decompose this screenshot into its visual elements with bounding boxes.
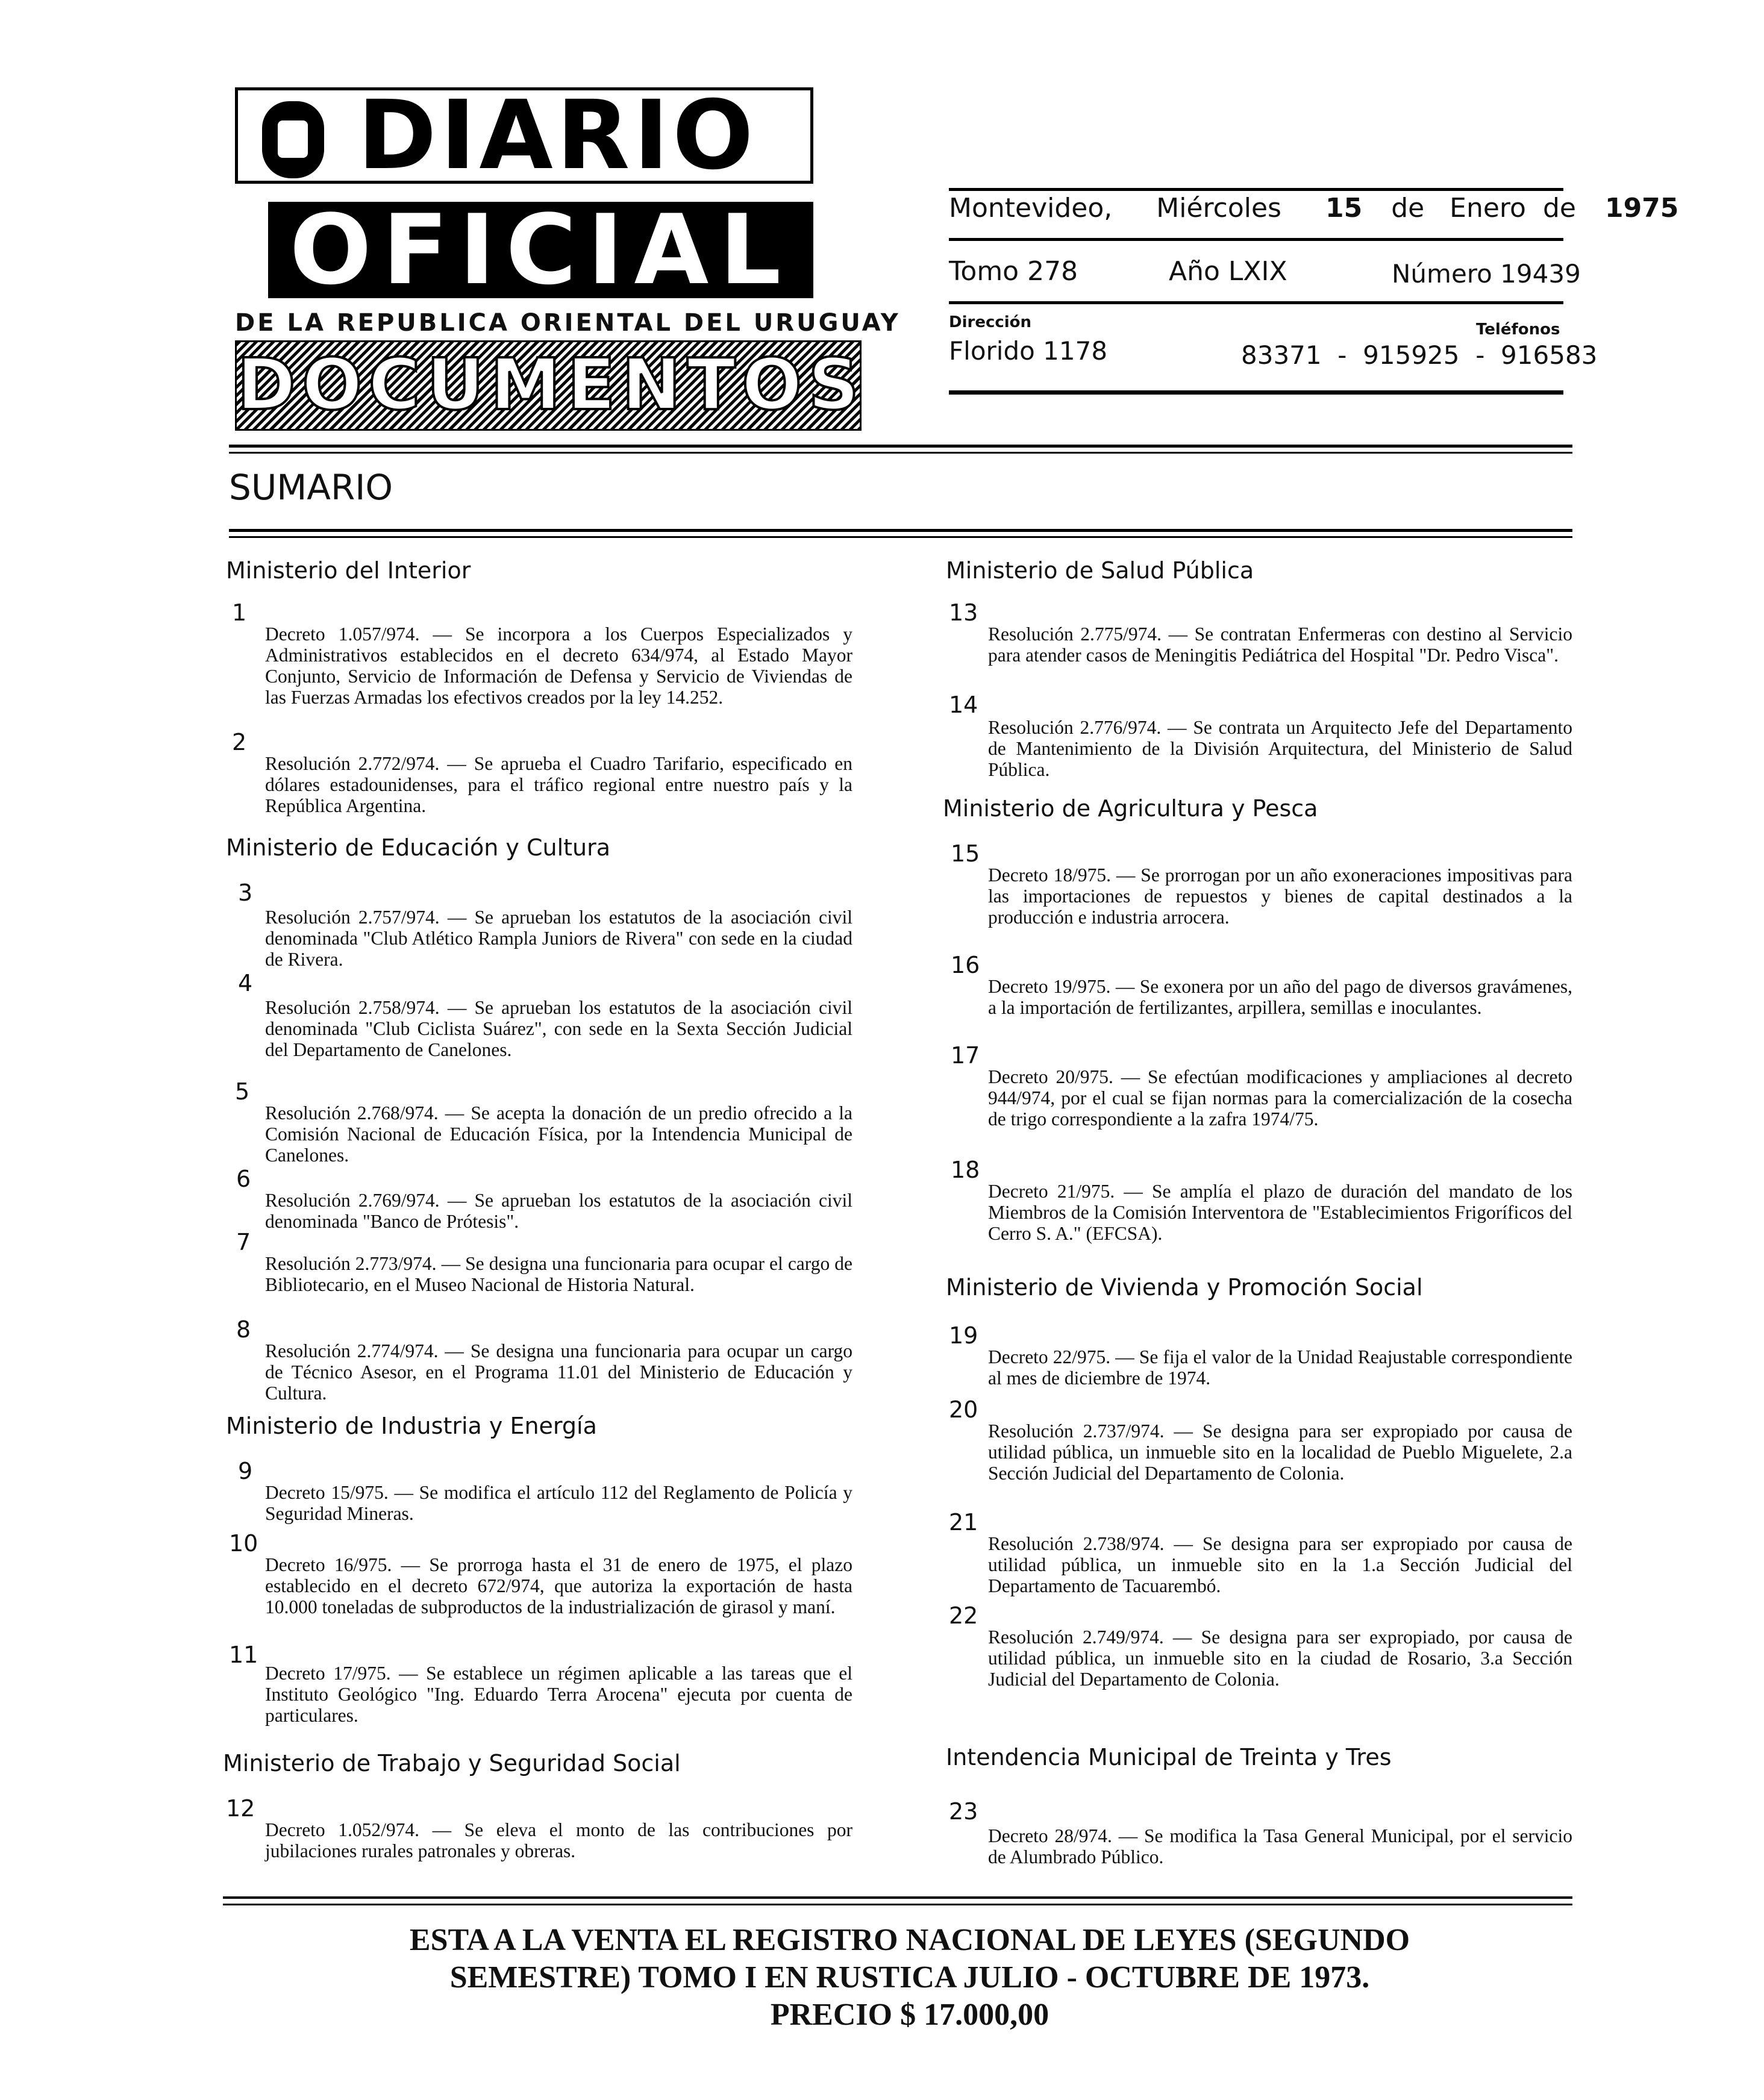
issue-date-rest: de Enero de bbox=[1391, 193, 1576, 223]
entry-text: Resolución 2.738/974. — Se designa para ser expropiado por causa de utilidad pública, un inmueble sito en la 1.a Sección Judicial del Departamento de Tacuarembó. bbox=[988, 1533, 1572, 1596]
entry-number: 1 bbox=[232, 599, 247, 626]
entry-text: Resolución 2.758/974. — Se aprueban los estatutos de la asociación civil denominada "Club Ciclista Suárez", con sede en la Sexta Sección Judicial del Departamento de Canelones. bbox=[265, 997, 852, 1060]
entry-text: Decreto 1.052/974. — Se eleva el monto de las contribuciones por jubilaciones rurales patronales y obreras. bbox=[265, 1819, 852, 1861]
issue-day: 15 bbox=[1325, 193, 1363, 223]
entry-number: 13 bbox=[949, 599, 978, 626]
entry-text: Resolución 2.757/974. — Se aprueban los estatutos de la asociación civil denominada "Club Atlético Rampla Juniors de Rivera" con sede en la ciudad de Rivera. bbox=[265, 907, 852, 970]
sale-notice-line2: SEMESTRE) TOMO I EN RUSTICA JULIO - OCTUBRE DE 1973. bbox=[449, 1960, 1370, 1995]
entry-text: Decreto 21/975. — Se amplía el plazo de duración del mandato de los Miembros de la Comisión Interventora de "Establecimientos Frigoríficos del Cerro S. A." (EFCSA). bbox=[988, 1181, 1572, 1244]
entry-number: 18 bbox=[951, 1157, 980, 1183]
entry-number: 3 bbox=[238, 880, 253, 906]
entry-text: Resolución 2.772/974. — Se aprueba el Cuadro Tarifario, especificado en dólares estadounidenses, para el tráfico regional entre nuestro país y la República Argentina. bbox=[265, 753, 852, 816]
section-ministerio-salud: Ministerio de Salud Pública bbox=[946, 557, 1254, 584]
header-rule-mid1 bbox=[949, 238, 1563, 241]
header-rule-mid2 bbox=[949, 301, 1563, 304]
header-rule-top bbox=[949, 188, 1563, 191]
entry-number: 5 bbox=[235, 1078, 250, 1105]
entry-number: 8 bbox=[236, 1316, 251, 1343]
section-ministerio-industria: Ministerio de Industria y Energía bbox=[226, 1413, 597, 1439]
entry-text: Resolución 2.768/974. — Se acepta la donación de un predio ofrecido a la Comisión Nacional de Educación Física, por la Intendencia Municipal de Canelones. bbox=[265, 1102, 852, 1166]
section-intendencia-treinta-y-tres: Intendencia Municipal de Treinta y Tres bbox=[946, 1744, 1392, 1770]
header-rule-bottom bbox=[949, 390, 1563, 395]
section-ministerio-agricultura: Ministerio de Agricultura y Pesca bbox=[943, 795, 1318, 822]
entry-text: Decreto 17/975. — Se establece un régimen aplicable a las tareas que el Instituto Geológico "Ing. Eduardo Terra Arocena" ejecuta por cuenta de particulares. bbox=[265, 1663, 852, 1726]
entry-number: 15 bbox=[951, 840, 980, 867]
entry-text: Decreto 20/975. — Se efectúan modificaciones y ampliaciones al decreto 944/974, por el cual se fijan normas para la comercialización de la cosecha de trigo correspondiente a la zafra 1974/75. bbox=[988, 1066, 1572, 1130]
entry-number: 22 bbox=[949, 1602, 978, 1629]
sumario-rule-1 bbox=[229, 529, 1572, 532]
entry-number: 12 bbox=[226, 1795, 255, 1822]
entry-text: Decreto 1.057/974. — Se incorpora a los Cuerpos Especializados y Administrativos establecidos en el decreto 634/974, al Estado Mayor Conjunto, Servicio de Información de Defensa y Servicio de Viviendas de las Fuerzas Armadas los efectivos creados por la ley 14.252. bbox=[265, 623, 852, 708]
section-ministerio-interior: Ministerio del Interior bbox=[226, 557, 471, 584]
issue-date bbox=[949, 193, 1678, 223]
entry-text: Decreto 18/975. — Se prorrogan por un año exoneraciones impositivas para las importaciones de repuestos y bienes de capital destinados a la producción e industria arrocera. bbox=[988, 864, 1572, 928]
entry-text: Decreto 22/975. — Se fija el valor de la Unidad Reajustable correspondiente al mes de diciembre de 1974. bbox=[988, 1346, 1572, 1389]
entry-text: Decreto 19/975. — Se exonera por un año del pago de diversos gravámenes, a la importación de fertilizantes, arpillera, semillas e inoculantes. bbox=[988, 976, 1572, 1018]
issue-number: Número 19439 bbox=[1392, 259, 1581, 289]
masthead-title-line1: DIARIO bbox=[357, 80, 757, 191]
entry-number: 6 bbox=[236, 1166, 251, 1192]
entry-text: Resolución 2.769/974. — Se aprueban los estatutos de la asociación civil denominada "Banco de Prótesis". bbox=[265, 1190, 852, 1232]
coat-of-arms-icon bbox=[262, 101, 324, 178]
page-rule-bottom-1 bbox=[223, 1896, 1572, 1899]
entry-number: 19 bbox=[949, 1322, 978, 1349]
masthead-diario-box bbox=[235, 80, 813, 191]
entry-text: Decreto 28/974. — Se modifica la Tasa General Municipal, por el servicio de Alumbrado Público. bbox=[988, 1825, 1572, 1867]
section-ministerio-educacion: Ministerio de Educación y Cultura bbox=[226, 834, 611, 861]
phones-value: 83371 - 915925 - 916583 bbox=[1241, 340, 1598, 370]
page-rule-top-2 bbox=[229, 452, 1572, 454]
entry-number: 10 bbox=[229, 1530, 258, 1557]
entry-text: Resolución 2.749/974. — Se designa para ser expropiado, por causa de utilidad pública, un inmueble sito en la ciudad de Rosario, 3.a Sección Judicial del Departamento de Colonia. bbox=[988, 1627, 1572, 1690]
section-ministerio-trabajo: Ministerio de Trabajo y Seguridad Social bbox=[223, 1750, 681, 1777]
entry-number: 9 bbox=[238, 1458, 253, 1484]
entry-number: 21 bbox=[949, 1509, 978, 1536]
entry-text: Resolución 2.774/974. — Se designa una funcionaria para ocupar un cargo de Técnico Asesor, en el Programa 11.01 del Ministerio de Educación y Cultura. bbox=[265, 1340, 852, 1404]
address-value: Florido 1178 bbox=[949, 336, 1108, 366]
entry-text: Decreto 16/975. — Se prorroga hasta el 31 de enero de 1975, el plazo establecido en el decreto 672/974, que autoriza la exportación de hasta 10.000 toneladas de subproductos de la industrialización de girasol y maní. bbox=[265, 1554, 852, 1617]
entry-number: 16 bbox=[951, 952, 980, 978]
issue-year: 1975 bbox=[1604, 193, 1679, 223]
entry-number: 7 bbox=[236, 1229, 251, 1255]
issue-weekday: Miércoles bbox=[1156, 193, 1281, 223]
entry-text: Resolución 2.776/974. — Se contrata un Arquitecto Jefe del Departamento de Mantenimiento de la División Arquitectura, del Ministerio de Salud Pública. bbox=[988, 717, 1572, 780]
masthead-section-banner bbox=[235, 340, 866, 431]
masthead-section-label: DOCUMENTOS bbox=[237, 343, 866, 426]
issue-city: Montevideo, bbox=[949, 193, 1113, 223]
entry-number: 17 bbox=[951, 1042, 980, 1069]
entry-number: 2 bbox=[232, 729, 247, 755]
page-rule-bottom-2 bbox=[223, 1904, 1572, 1905]
sumario-rule-2 bbox=[229, 536, 1572, 538]
entry-text: Resolución 2.773/974. — Se designa una funcionaria para ocupar el cargo de Bibliotecario, en el Museo Nacional de Historia Natural. bbox=[265, 1253, 852, 1295]
sale-notice bbox=[361, 1922, 1458, 2034]
address-label: Dirección bbox=[949, 313, 1032, 331]
phones-label: Teléfonos bbox=[1476, 320, 1560, 339]
masthead bbox=[235, 80, 901, 443]
issue-year-roman: Año LXIX bbox=[1169, 256, 1287, 287]
section-ministerio-vivienda: Ministerio de Vivienda y Promoción Social bbox=[946, 1274, 1423, 1301]
entry-number: 11 bbox=[229, 1642, 258, 1668]
entry-text: Resolución 2.737/974. — Se designa para ser expropiado por causa de utilidad pública, un inmueble sito en la localidad de Pueblo Miguelete, 2.a Sección Judicial del Departamento de Colonia. bbox=[988, 1420, 1572, 1484]
entry-number: 20 bbox=[949, 1396, 978, 1423]
masthead-title-line2: OFICIAL bbox=[289, 193, 792, 306]
entry-number: 14 bbox=[949, 692, 978, 718]
entry-number: 23 bbox=[949, 1798, 978, 1825]
entry-text: Resolución 2.775/974. — Se contratan Enfermeras con destino al Servicio para atender casos de Meningitis Pediátrica del Hospital "Dr. Pedro Visca". bbox=[988, 623, 1572, 666]
entry-text: Decreto 15/975. — Se modifica el artículo 112 del Reglamento de Policía y Seguridad Mineras. bbox=[265, 1482, 852, 1524]
page-rule-top-1 bbox=[229, 445, 1572, 448]
masthead-oficial-box bbox=[268, 193, 813, 306]
masthead-subtitle: DE LA REPUBLICA ORIENTAL DEL URUGUAY bbox=[235, 309, 901, 337]
sumario-heading: SUMARIO bbox=[229, 467, 393, 508]
sale-notice-line1: ESTA A LA VENTA EL REGISTRO NACIONAL DE LEYES (SEGUNDO bbox=[409, 1923, 1410, 1957]
entry-number: 4 bbox=[238, 970, 253, 996]
sale-notice-price: PRECIO $ 17.000,00 bbox=[770, 1998, 1049, 2032]
issue-tomo: Tomo 278 bbox=[949, 256, 1078, 287]
